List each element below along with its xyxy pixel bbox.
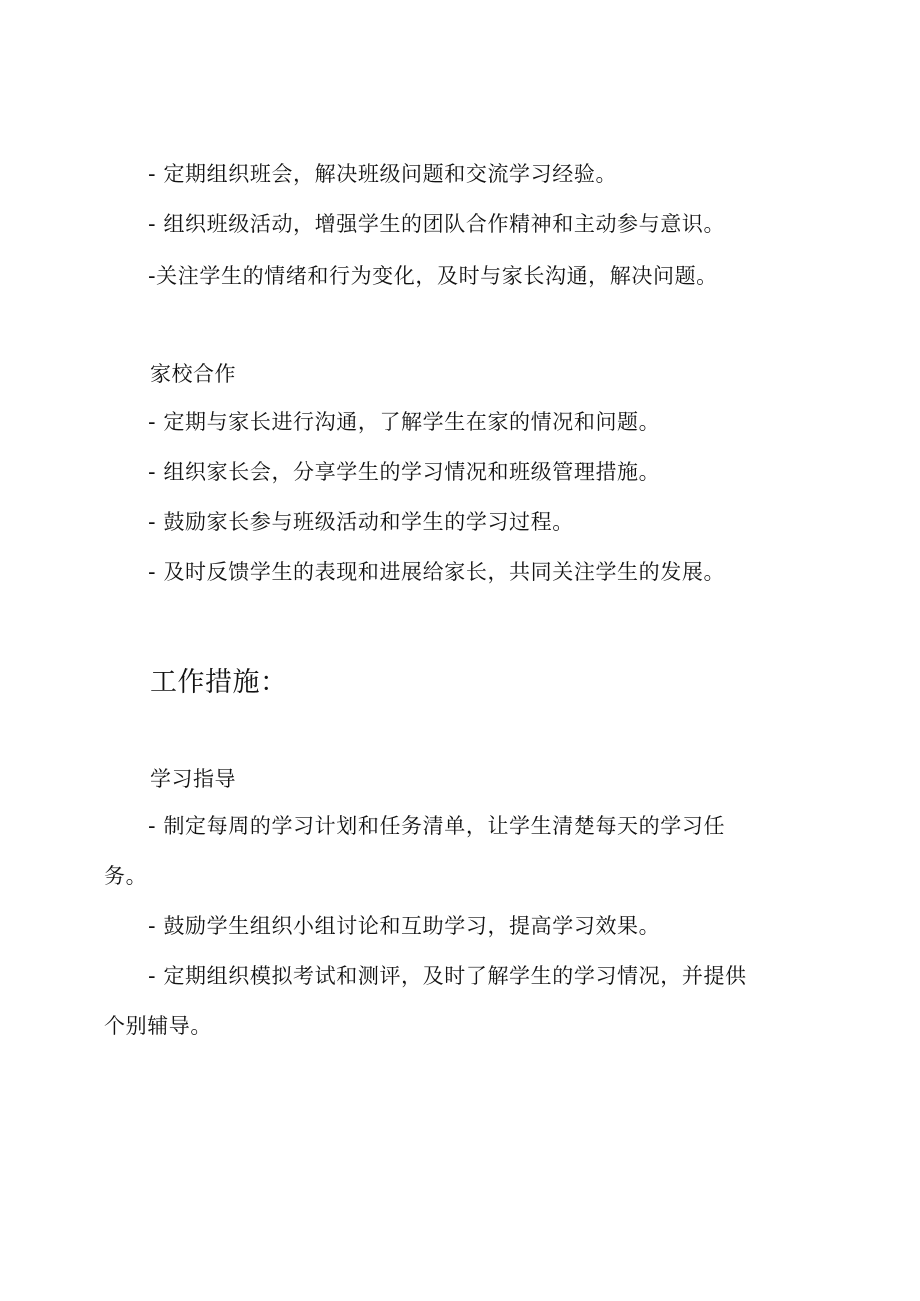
study-guidance-item-1-line-1: - 制定每周的学习计划和任务清单，让学生清楚每天的学习任 — [148, 814, 726, 838]
home-school-item-2: - 组织家长会，分享学生的学习情况和班级管理措施。 — [148, 460, 661, 484]
class-management-item-2: - 组织班级活动，增强学生的团队合作精神和主动参与意识。 — [148, 212, 726, 236]
study-guidance-item-1-line-2: 务。 — [104, 864, 148, 888]
home-school-title: 家校合作 — [150, 362, 236, 386]
study-guidance-title: 学习指导 — [150, 767, 236, 791]
home-school-item-4: - 及时反馈学生的表现和进展给家长，共同关注学生的发展。 — [148, 560, 726, 584]
class-management-item-1: - 定期组织班会，解决班级问题和交流学习经验。 — [148, 162, 618, 186]
study-guidance-item-3-line-2: 个别辅导。 — [104, 1014, 212, 1038]
home-school-item-1: - 定期与家长进行沟通，了解学生在家的情况和问题。 — [148, 410, 661, 434]
class-management-item-3: -关注学生的情绪和行为变化，及时与家长沟通，解决问题。 — [148, 264, 718, 288]
home-school-item-3: - 鼓励家长参与班级活动和学生的学习过程。 — [148, 510, 574, 534]
work-measures-heading: 工作措施： — [150, 667, 288, 698]
study-guidance-item-2: - 鼓励学生组织小组讨论和互助学习，提高学习效果。 — [148, 914, 661, 938]
study-guidance-item-3-line-1: - 定期组织模拟考试和测评，及时了解学生的学习情况，并提供 — [148, 964, 747, 988]
